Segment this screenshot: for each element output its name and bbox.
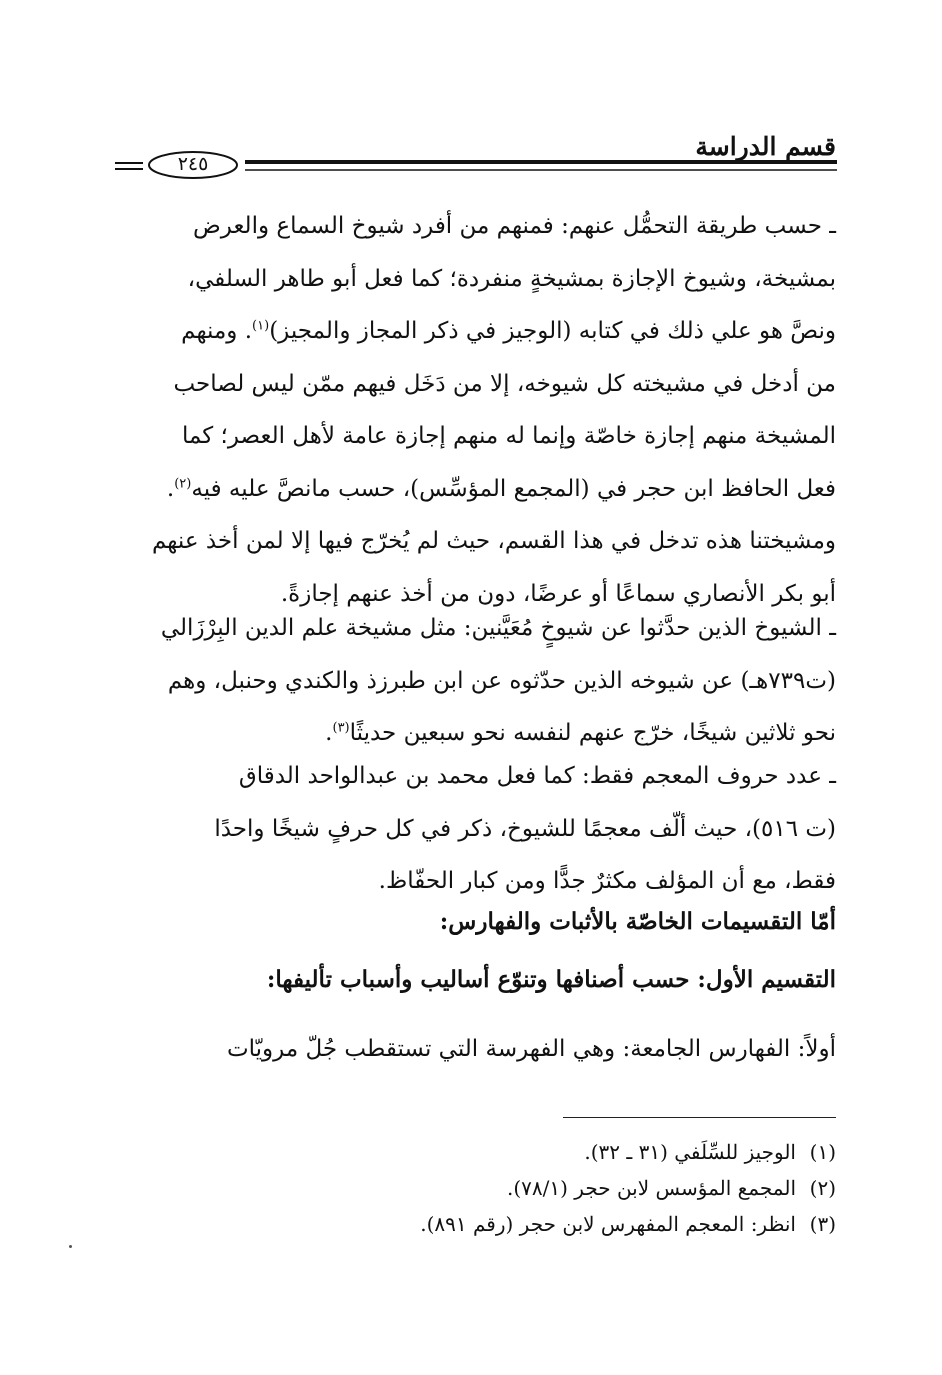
footnote-3 — [116, 1206, 836, 1242]
paragraph-1 — [118, 200, 836, 620]
text-span: . — [166, 475, 175, 502]
text-line: بمشيخة، وشيوخ الإجازة بمشيخةٍ منفردة؛ كما فعل أبو طاهر السلفي، — [187, 265, 836, 292]
text-line — [118, 305, 836, 358]
footnote-separator — [563, 1117, 836, 1118]
text-line: ومشيختنا هذه تدخل في هذا القسم، حيث لم يُخرّج فيها إلا لمن أخذ عنهم — [151, 528, 836, 554]
footnote-text: المجمع المؤسس لابن حجر (٧٨/١). — [506, 1176, 796, 1200]
text-line: أولاً: الفهارس الجامعة: وهي الفهرسة التي تستقطب جُلّ مرويّات — [226, 1036, 836, 1062]
footnote-ref[interactable]: (٣) — [332, 720, 350, 736]
footnote-text: انظر: المعجم المفهرس لابن حجر (رقم ٨٩١). — [420, 1212, 796, 1236]
page-number: ٢٤٥ — [177, 153, 209, 175]
text-line: من أدخل في مشيخته كل شيوخه، إلا من دَخَل فيهم ممّن ليس لصاحب — [173, 370, 836, 397]
footnote-1 — [116, 1134, 836, 1170]
text-line: (ت ٥١٦)، حيث ألّف معجمًا للشيوخ، ذكر في كل حرفٍ شيخًا واحدًا — [214, 815, 836, 842]
text-line: أبو بكر الأنصاري سماعًا أو عرضًا، دون من أخذ عنهم إجازةً. — [280, 580, 836, 607]
footnote-ref[interactable]: (١) — [252, 318, 270, 334]
footnote-number: (٣) — [809, 1212, 836, 1236]
paragraph-3 — [118, 750, 836, 908]
subsection-heading: التقسيم الأول: حسب أصنافها وتنوّع أساليب وأسباب تأليفها: — [266, 966, 836, 993]
footnote-number: (٢) — [809, 1176, 836, 1200]
paragraph-4 — [118, 1023, 836, 1076]
text-span: نحو ثلاثين شيخًا، خرّج عنهم لنفسه نحو سبعين حديثًا — [349, 720, 836, 746]
text-line — [118, 463, 836, 516]
text-span: . ومنهم — [181, 318, 253, 344]
text-span: ونصَّ هو علي ذلك في كتابه (الوجيز في ذكر المجاز والمجيز) — [269, 318, 836, 344]
text-line: ـ عدد حروف المعجم فقط: كما فعل محمد بن عبدالواحد الدقاق — [238, 763, 836, 789]
section-heading: أمّا التقسيمات الخاصّة بالأثبات والفهارس: — [439, 908, 836, 935]
footnote-2 — [116, 1170, 836, 1206]
text-line: ـ الشيوخ الذين حدَّثوا عن شيوخٍ مُعَيَّنين: مثل مشيخة علم الدين البِرْزَالي — [160, 615, 836, 641]
scan-speck — [69, 1245, 72, 1248]
footnote-ref[interactable]: (٢) — [174, 475, 192, 491]
running-head: قسم الدراسة — [695, 132, 836, 161]
text-span: . — [325, 720, 333, 746]
footnotes — [116, 1134, 836, 1242]
text-line: المشيخة منهم إجازة خاصّة وإنما له منهم إجازة عامة لأهل العصر؛ كما — [181, 423, 836, 449]
footnote-text: الوجيز للسِّلَفي (٣١ ـ ٣٢). — [584, 1140, 796, 1164]
text-line: فقط، مع أن المؤلف مكثرٌ جدًّا ومن كبار الحفّاظ. — [378, 868, 836, 894]
text-span: فعل الحافظ ابن حجر في (المجمع المؤسِّس)، حسب مانصَّ عليه فيه — [191, 475, 836, 502]
text-line: ـ حسب طريقة التحمُّل عنهم: فمنهم من أفرد شيوخ السماع والعرض — [192, 213, 836, 239]
footnote-number: (١) — [809, 1140, 836, 1164]
text-line: (ت٧٣٩هـ) عن شيوخه الذين حدّثوه عن ابن طبرزذ والكندي وحنبل، وهم — [167, 667, 836, 694]
paragraph-2 — [118, 602, 836, 760]
